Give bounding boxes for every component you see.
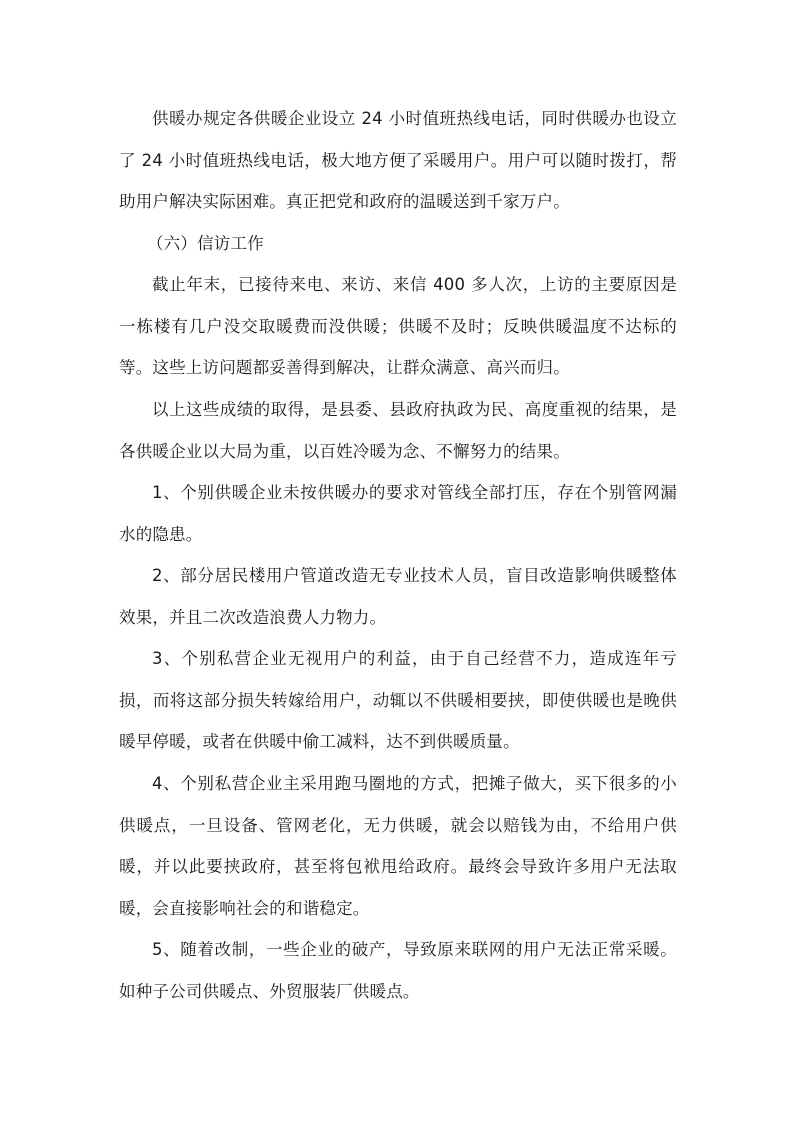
paragraph-issue-4: 4、个别私营企业主采用跑马圈地的方式，把摊子做大，买下很多的小供暖点，一旦设备、管网老化，无力供暖，就会以赔钱为由，不给用户供暖，并以此要挟政府，甚至将包袱甩给政府。最终会导致许多用户无法取暖，会直接影响社会的和谐稳定。 xyxy=(119,774,677,918)
paragraph-issue-3: 3、个别私营企业无视用户的利益，由于自己经营不力，造成连年亏损，而将这部分损失转嫁给用户，动辄以不供暖相要挟，即使供暖也是晚供暖早停暖，或者在供暖中偷工减料，达不到供暖质量。 xyxy=(119,649,677,751)
paragraph-issue-5: 5、随着改制，一些企业的破产，导致原来联网的用户无法正常采暖。如种子公司供暖点、外贸服装厂供暖点。 xyxy=(119,940,677,1001)
paragraph-hotline: 供暖办规定各供暖企业设立 24 小时值班热线电话，同时供暖办也设立了 24 小时值班热线电话，极大地方便了采暖用户。用户可以随时拨打，帮助用户解决实际困难。真正把党和政府的温暖送到千家万户。 xyxy=(119,109,677,211)
section-heading-petition: （六）信访工作 xyxy=(147,234,264,253)
paragraph-achievements: 以上这些成绩的取得，是县委、县政府执政为民、高度重视的结果，是各供暖企业以大局为重，以百姓冷暖为念、不懈努力的结果。 xyxy=(119,400,677,461)
paragraph-petition-summary: 截止年末，已接待来电、来访、来信 400 多人次，上访的主要原因是一栋楼有几户没交取暖费而没供暖；供暖不及时；反映供暖温度不达标的等。这些上访问题都妥善得到解决，让群众满意、高兴而归。 xyxy=(119,275,677,377)
paragraph-issue-1: 1、个别供暖企业未按供暖办的要求对管线全部打压，存在个别管网漏水的隐患。 xyxy=(119,483,677,544)
paragraph-issue-2: 2、部分居民楼用户管道改造无专业技术人员，盲目改造影响供暖整体效果，并且二次改造浪费人力物力。 xyxy=(119,566,677,627)
